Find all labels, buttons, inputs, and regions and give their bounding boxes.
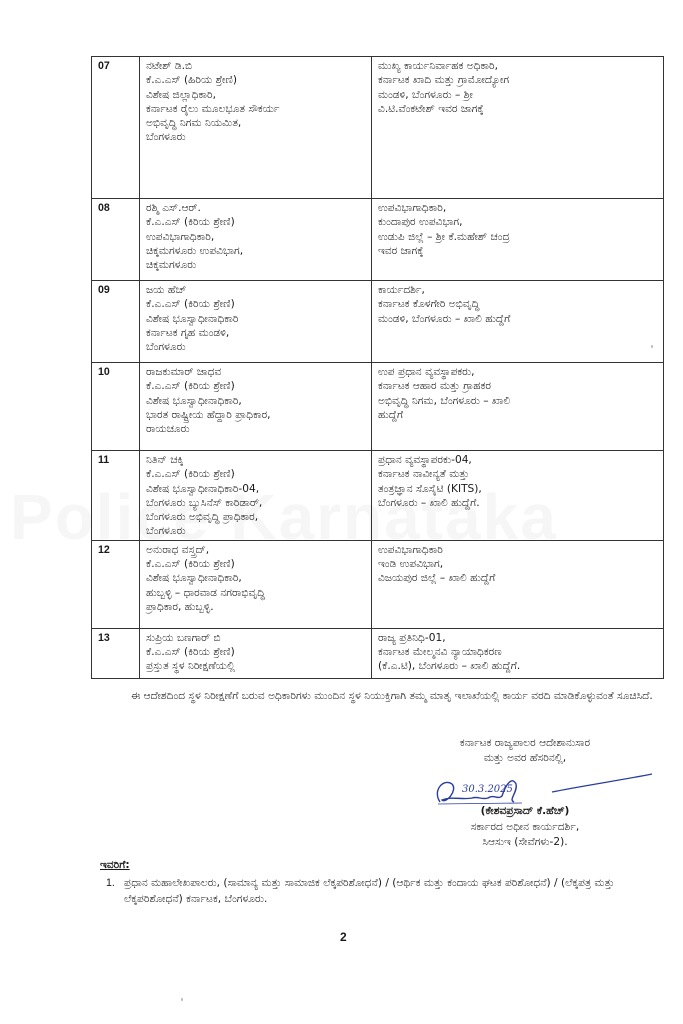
officer-line: ಬೆಂಗಳೂರು [146,131,186,144]
cc-heading: ಇವರಿಗೆ: [100,859,130,871]
authority-line-2: ಮತ್ತು ಅವರ ಹೆಸರಿನಲ್ಲಿ, [483,752,567,764]
posting-line: ಇವರ ಜಾಗಕ್ಕೆ [378,244,424,257]
officer-line: ಚಿಕ್ಕಮಗಳೂರು ಉಪವಿಭಾಗ, [146,244,244,257]
posting-line: ಪ್ರಧಾನ ವ್ಯವಸ್ಥಾಪರಕು-04, [378,454,472,466]
officer-line: ರಶ್ಮಿ ಎಸ್.ಆರ್. [146,202,201,214]
signature-date: 30.3.2025 [462,784,513,795]
posting-line: ಇಂಡಿ ಉಪವಿಭಾಗ, [378,558,444,571]
officer-line: ನಿತಿನ್ ಚಕ್ಕಿ [146,454,184,466]
officer-cell [140,363,372,451]
officer-cell [140,451,372,541]
table-row [92,451,664,541]
authority-line-1: ಕರ್ನಾಟಕ ರಾಜ್ಯಪಾಲರ ಆದೇಶಾನುಸಾರ [459,737,591,749]
authority-line [360,736,683,766]
officer-line: ರಾಯಚೂರು [146,423,190,436]
officer-cell [140,540,372,628]
posting-line: ಮಂಡಳಿ, ಬೆಂಗಳೂರು – ಶ್ರೀ [378,88,473,101]
table-row [92,363,664,451]
designation: ಸರ್ಕಾರದ ಅಧೀನ ಕಾರ್ಯದರ್ಶಿ, [470,821,580,833]
officer-line: ಬೆಂಗಳೂರು ಅಭಿವೃದ್ಧಿ ಪ್ರಾಧಿಕಾರ, [146,511,259,524]
scan-speck [651,345,653,348]
officer-line: ಕೆ.ಎ.ಎಸ್ (ಕಿರಿಯ ಶ್ರೇಣಿ) [146,216,235,229]
officer-line: ಕೆ.ಎ.ಎಸ್ (ಕಿರಿಯ ಶ್ರೇಣಿ) [146,558,235,571]
officer-line: ಕೆ.ಎ.ಎಸ್ (ಕಿರಿಯ ಶ್ರೇಣಿ) [146,298,235,311]
department: ಸಿಆಸುಇ (ಸೇವೆಗಳು-2). [482,836,568,848]
officer-line: ಕರ್ನಾಟಕ ಗೃಹ ಮಂಡಳಿ, [146,326,230,339]
officer-line: ಭಾರತ ರಾಷ್ಟ್ರೀಯ ಹೆದ್ದಾರಿ ಪ್ರಾಧಿಕಾರ, [146,408,271,421]
posting-line: ತಂತ್ರಜ್ಞಾನ ಸೊಸೈಟಿ (KITS), [378,482,482,495]
officer-line: ವಿಶೇಷ ಜಿಲ್ಲಾಧಿಕಾರಿ, [146,88,216,101]
officer-cell [140,57,372,199]
serial-number: 09 [92,281,140,363]
serial-number: 12 [92,540,140,628]
posting-line: ಬೆಂಗಳೂರು – ಖಾಲಿ ಹುದ್ದೆಗೆ. [378,496,480,509]
posting-line: ಉಪವಿಭಾಗಾಧಿಕಾರಿ, [378,202,447,214]
posting-line: ಕರ್ನಾಟಕ ಕೊಳಗೇರಿ ಅಭಿವೃದ್ಧಿ [378,298,480,311]
cc-item-number: 1. [106,877,115,889]
posting-cell [372,199,664,281]
posting-cell [372,451,664,541]
officer-line: ಚಿಕ್ಕಮಗಳೂರು [146,259,197,272]
officer-line: ಅನುರಾಧ ವಸ್ತ್ರದ್, [146,543,210,556]
instruction-paragraph: ಈ ಆದೇಶದಿಂದ ಸ್ಥಳ ನಿರೀಕ್ಷಣೆಗೆ ಬರುವ ಅಧಿಕಾರಿಗಳು ಮುಂದಿನ ಸ್ಥಳ ನಿಯುಕ್ತಿಗಾಗಿ ತಮ್ಮ ಮಾತೃ ಇಲಾಖೆಯಲ್ಲಿ ಕಾರ್ಯ ವರದಿ ಮಾಡಿಕೊಳ್ಳುವಂತೆ ಸೂಚಿಸಿದೆ. [131,690,653,702]
officer-line: ಕೆ.ಎ.ಎಸ್ (ಕಿರಿಯ ಶ್ರೇಣಿ) [146,468,235,481]
officer-line: ಕೆ.ಎ.ಎಸ್ (ಕಿರಿಯ ಶ್ರೇಣಿ) [146,380,235,393]
officer-line: ಕರ್ನಾಟಕ ರೈಲು ಮೂಲಭೂತ ಸೌಕರ್ಯ [146,102,280,115]
posting-line: ಕಾರ್ಯದರ್ಶಿ, [378,284,425,296]
serial-number: 07 [92,57,140,199]
officer-line: ಹುಬ್ಬಳ್ಳಿ – ಧಾರವಾಡ ನಗರಾಭಿವೃದ್ಧಿ [146,586,265,599]
serial-number: 11 [92,451,140,541]
officer-line: ಪ್ರಾಧಿಕಾರ, ಹುಬ್ಬಳ್ಳಿ. [146,600,214,613]
officer-line: ವಿಶೇಷ ಭೂಸ್ವಾಧೀನಾಧಿಕಾರಿ-04, [146,482,260,495]
posting-line: ಉಪ ಪ್ರಧಾನ ವ್ಯವಸ್ಥಾಪಕರು, [378,366,475,378]
scan-speck [181,998,183,1001]
posting-line: ವಿ.ಟಿ.ವೆಂಕಟೇಶ್ ಇವರ ಜಾಗಕ್ಕೆ [378,102,484,115]
officer-line: ಕೆ.ಎ.ಎಸ್ (ಹಿರಿಯ ಶ್ರೇಣಿ) [146,74,238,87]
posting-line: ಉಪವಿಭಾಗಾಧಿಕಾರಿ [378,543,443,556]
cc-item [100,875,660,907]
posting-line: ಕುಂದಾಪುರ ಉಪವಿಭಾಗ, [378,216,463,229]
posting-cell [372,540,664,628]
posting-line: ವಿಜಯಪುರ ಜಿಲ್ಲೆ – ಖಾಲಿ ಹುದ್ದೆಗೆ [378,572,496,585]
table-row [92,199,664,281]
posting-line: ಅಭಿವೃದ್ಧಿ ನಿಗಮ, ಬೆಂಗಳೂರು – ಖಾಲಿ [378,394,511,407]
cc-item-text: ಪ್ರಧಾನ ಮಹಾಲೇಖಪಾಲರು, (ಸಾಮಾನ್ಯ ಮತ್ತು ಸಾಮಾಜಿಕ ಲೆಕ್ಕಪರಿಶೋಧನೆ) / (ಆರ್ಥಿಕ ಮತ್ತು ಕಂದಾಯ ಘಟಕ ಪರಿಶೋಧನೆ) / (ಲೆಕ್ಕಪತ್ರ ಮತ್ತು ಲೆಕ್ಕಪರಿಶೋಧನೆ) ಕರ್ನಾಟಕ, ಬೆಂಗಳೂರು. [124,877,615,905]
posting-line: ಕರ್ನಾಟಕ ನಾವೀನ್ಯತೆ ಮತ್ತು [378,468,470,481]
posting-line: ರಾಜ್ಯ ಪ್ರತಿನಿಧಿ-01, [378,631,446,644]
officer-cell [140,281,372,363]
officer-cell [140,199,372,281]
serial-number: 10 [92,363,140,451]
posting-line: ಕರ್ನಾಟಕ ಖಾದಿ ಮತ್ತು ಗ್ರಾಮೋದ್ಯೋಗ [378,74,510,87]
posting-line: ಮುಖ್ಯ ಕಾರ್ಯನಿರ್ವಾಹಕ ಅಧಿಕಾರಿ, [378,60,499,72]
table-row [92,628,664,678]
officer-line: ಪ್ರಸ್ತುತ ಸ್ಥಳ ನಿರೀಕ್ಷಣೆಯಲ್ಲಿ [146,660,235,673]
posting-line: (ಕೆ.ಎ.ಟಿ), ಬೆಂಗಳೂರು – ಖಾಲಿ ಹುದ್ದೆಗೆ. [378,660,521,673]
officer-line: ಬೆಂಗಳೂರು [146,341,186,354]
posting-cell [372,281,664,363]
signatory-designation [360,820,683,850]
posting-cell [372,363,664,451]
officer-line: ಉಪವಿಭಾಗಾಧಿಕಾರಿ, [146,230,215,243]
page-number: 2 [340,930,347,944]
serial-number: 13 [92,628,140,678]
officer-line: ವಿಶೇಷ ಭೂಸ್ವಾಧೀನಾಧಿಕಾರಿ, [146,394,242,407]
posting-line: ಕರ್ನಾಟಕ ಆಹಾರ ಮತ್ತು ಗ್ರಾಹಕರ [378,380,491,393]
posting-cell [372,57,664,199]
officer-line: ಬೆಂಗಳೂರು [146,525,186,538]
officer-line: ವಿಶೇಷ ಭೂಸ್ವಾಧೀನಾಧಿಕಾರಿ [146,312,239,325]
officer-cell [140,628,372,678]
posting-line: ಉಡುಪಿ ಜಿಲ್ಲೆ – ಶ್ರೀ ಕೆ.ಮಹೇಶ್ ಚಂದ್ರ [378,230,510,243]
officer-line: ಜಯ ಹೆಚ್ [146,284,187,296]
transfer-table [91,56,664,679]
officer-line: ಬೆಂಗಳೂರು ಬ್ಯುಸಿನೆಸ್ ಕಾರಿಡಾರ್, [146,496,263,509]
officer-line: ರಾಜಕುಮಾರ್ ಜಾಧವ [146,366,222,378]
serial-number: 08 [92,199,140,281]
officer-line: ಅಭಿವೃದ್ಧಿ ನಿಗಮ ನಿಯಮಿತ, [146,117,242,130]
officer-line: ವಿಶೇಷ ಭೂಸ್ವಾಧೀನಾಧಿಕಾರಿ, [146,572,242,585]
posting-line: ಮಂಡಳಿ, ಬೆಂಗಳೂರು – ಖಾಲಿ ಹುದ್ದೆಗೆ [378,312,511,325]
officer-line: ಕೆ.ಎ.ಎಸ್ (ಕಿರಿಯ ಶ್ರೇಣಿ) [146,646,235,659]
posting-line: ಕರ್ನಾಟಕ ಮೇಲ್ಮನವಿ ನ್ಯಾಯಾಧಿಕರಣ [378,646,502,659]
table-row [92,540,664,628]
officer-line: ನಟೇಶ್ ಡಿ.ಬಿ [146,60,193,72]
signatory-name: (ಕೇಶವಪ್ರಸಾದ್ ಕೆ.ಹೆಚ್) [480,805,570,817]
posting-cell [372,628,664,678]
table-row [92,281,664,363]
table-row [92,57,664,199]
posting-line: ಹುದ್ದೆಗೆ [378,408,404,421]
cc-list [100,875,660,907]
officer-line: ಸುಪ್ರಿಯ ಬಣಗಾರ್ ಬಿ [146,631,221,644]
